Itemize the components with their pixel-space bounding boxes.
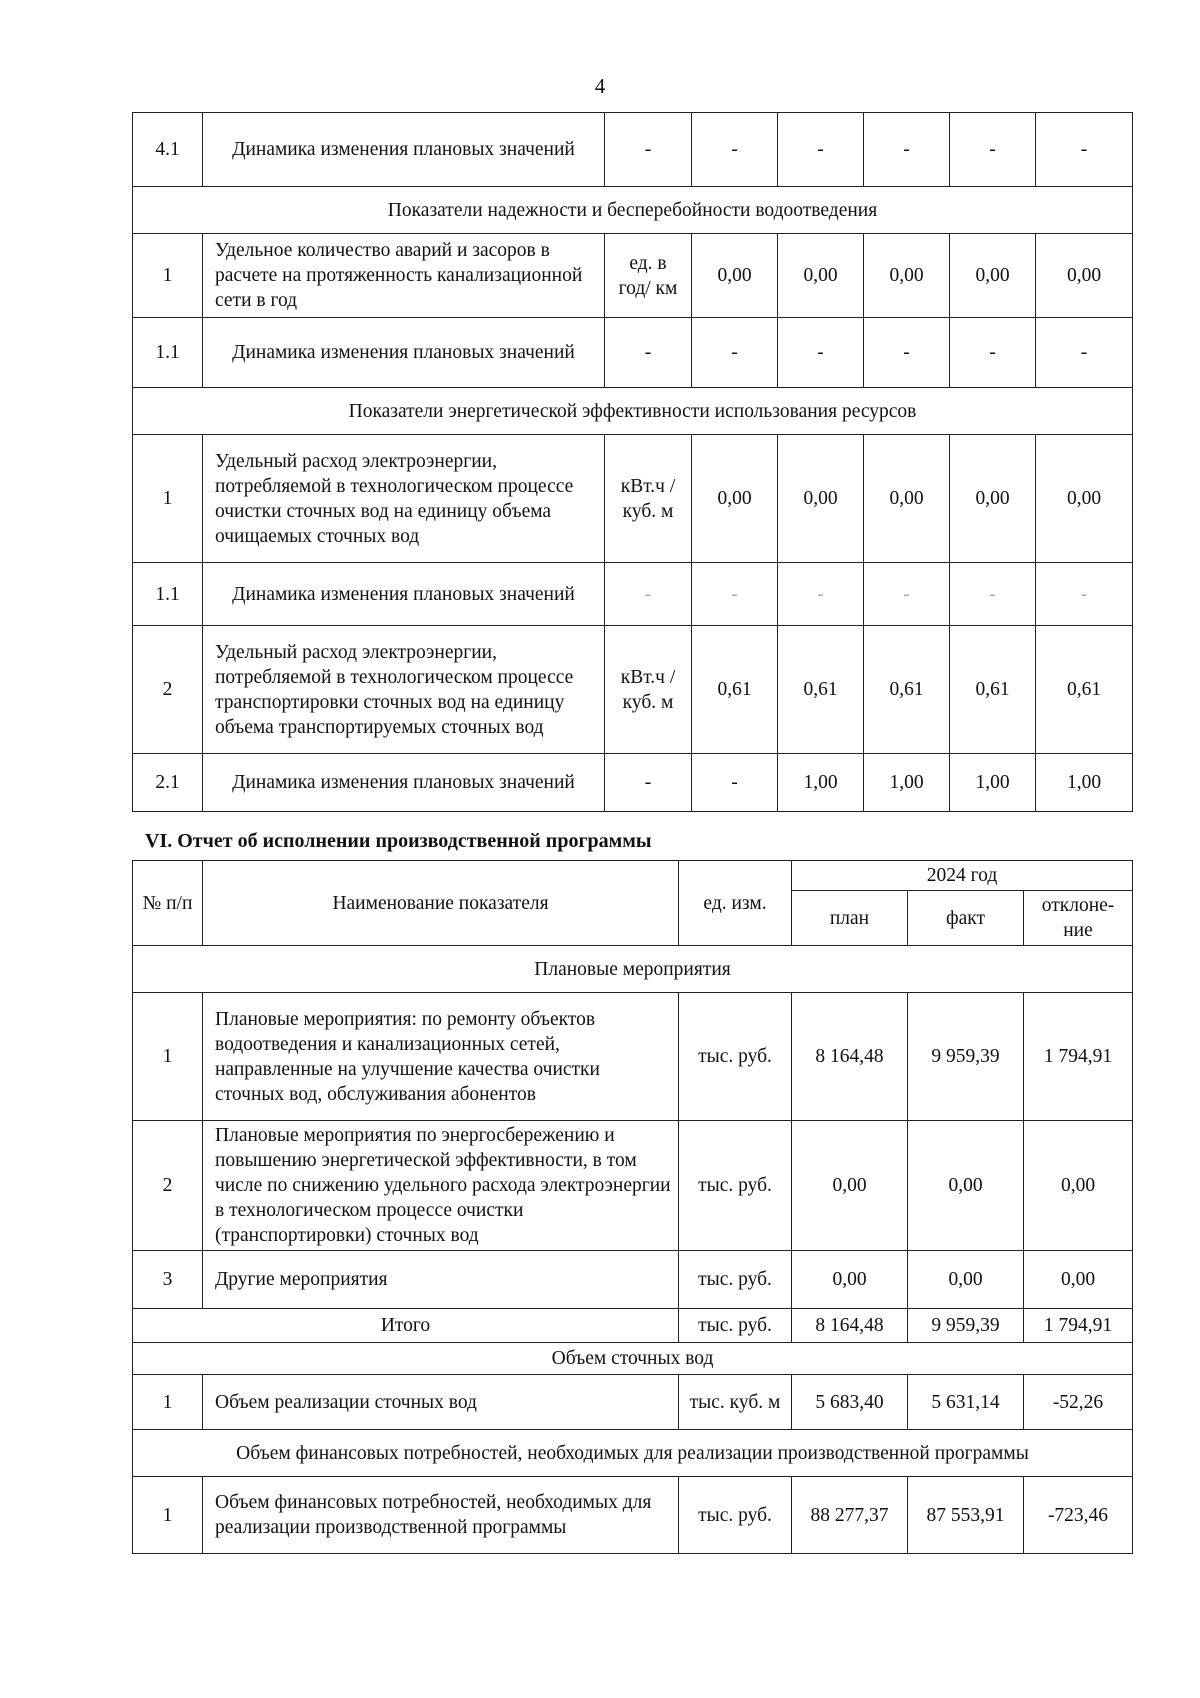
total-label: Итого bbox=[133, 1309, 679, 1343]
header-num: № п/п bbox=[133, 861, 203, 946]
section-row bbox=[133, 946, 1133, 993]
unit-cell: - bbox=[605, 318, 692, 388]
value-cell: - bbox=[778, 113, 864, 187]
value-cell: - bbox=[864, 113, 950, 187]
unit-cell: ед. в год/ км bbox=[605, 234, 692, 318]
unit-cell: тыс. куб. м bbox=[679, 1375, 792, 1430]
section-title: Показатели надежности и бесперебойности водоотведения bbox=[133, 187, 1133, 234]
table-row bbox=[133, 1309, 1133, 1343]
value-cell: 87 553,91 bbox=[908, 1477, 1024, 1554]
unit-cell: тыс. руб. bbox=[679, 1309, 792, 1343]
unit-cell: кВт.ч / куб. м bbox=[605, 435, 692, 563]
table-row bbox=[133, 1375, 1133, 1430]
header-year: 2024 год bbox=[792, 861, 1133, 891]
value-cell: 0,00 bbox=[864, 435, 950, 563]
header-unit: ед. изм. bbox=[679, 861, 792, 946]
value-cell: 5 683,40 bbox=[792, 1375, 908, 1430]
value-cell: -723,46 bbox=[1024, 1477, 1133, 1554]
value-cell: - bbox=[692, 563, 778, 626]
value-cell: - bbox=[692, 318, 778, 388]
table-row bbox=[133, 1251, 1133, 1309]
value-cell: 1,00 bbox=[950, 754, 1036, 812]
table-row bbox=[133, 1121, 1133, 1251]
table-row bbox=[133, 563, 1133, 626]
value-cell: 0,00 bbox=[908, 1251, 1024, 1309]
value-cell: - bbox=[864, 563, 950, 626]
section-title: Объем финансовых потребностей, необходимых для реализации производственной программы bbox=[133, 1430, 1133, 1477]
table-row bbox=[133, 435, 1133, 563]
table-row bbox=[133, 754, 1133, 812]
unit-cell: - bbox=[605, 113, 692, 187]
header-plan: план bbox=[792, 891, 908, 946]
indicator-name: Динамика изменения плановых значений bbox=[203, 113, 605, 187]
value-cell: 8 164,48 bbox=[792, 993, 908, 1121]
row-number: 1.1 bbox=[133, 318, 203, 388]
unit-cell: тыс. руб. bbox=[679, 1121, 792, 1251]
table-row bbox=[133, 113, 1133, 187]
value-cell: 0,00 bbox=[778, 435, 864, 563]
value-cell: 0,61 bbox=[864, 626, 950, 754]
value-cell: - bbox=[692, 754, 778, 812]
value-cell: 0,00 bbox=[908, 1121, 1024, 1251]
value-cell: - bbox=[778, 318, 864, 388]
indicator-name: Объем финансовых потребностей, необходимых для реализации производственной программы bbox=[203, 1477, 679, 1554]
value-cell: 8 164,48 bbox=[792, 1309, 908, 1343]
value-cell: - bbox=[950, 113, 1036, 187]
indicator-name: Плановые мероприятия: по ремонту объектов водоотведения и канализационных сетей, направленные на улучшение качества очистки сточных вод, обслуживания абонентов bbox=[203, 993, 679, 1121]
value-cell: - bbox=[1036, 563, 1133, 626]
unit-cell: тыс. руб. bbox=[679, 1251, 792, 1309]
indicator-name: Удельный расход электроэнергии, потребляемой в технологическом процессе транспортировки сточных вод на единицу объема транспортируемых сточных вод bbox=[203, 626, 605, 754]
value-cell: 0,00 bbox=[778, 234, 864, 318]
table-row bbox=[133, 626, 1133, 754]
indicator-name: Объем реализации сточных вод bbox=[203, 1375, 679, 1430]
value-cell: - bbox=[950, 318, 1036, 388]
header-name: Наименование показателя bbox=[203, 861, 679, 946]
row-number: 1.1 bbox=[133, 563, 203, 626]
value-cell: 0,61 bbox=[1036, 626, 1133, 754]
value-cell: 0,00 bbox=[1036, 234, 1133, 318]
indicator-name: Динамика изменения плановых значений bbox=[203, 318, 605, 388]
value-cell: 1,00 bbox=[778, 754, 864, 812]
unit-cell: тыс. руб. bbox=[679, 993, 792, 1121]
table-row bbox=[133, 318, 1133, 388]
row-number: 2.1 bbox=[133, 754, 203, 812]
value-cell: 1 794,91 bbox=[1024, 993, 1133, 1121]
indicators-table bbox=[132, 112, 1133, 812]
indicator-name: Удельный расход электроэнергии, потребляемой в технологическом процессе очистки сточных вод на единицу объема очищаемых сточных вод bbox=[203, 435, 605, 563]
row-number: 2 bbox=[133, 1121, 203, 1251]
row-number: 1 bbox=[133, 435, 203, 563]
value-cell: 0,00 bbox=[1024, 1121, 1133, 1251]
value-cell: - bbox=[1036, 318, 1133, 388]
value-cell: 5 631,14 bbox=[908, 1375, 1024, 1430]
value-cell: -52,26 bbox=[1024, 1375, 1133, 1430]
header-deviation: отклоне-ние bbox=[1024, 891, 1133, 946]
value-cell: 1,00 bbox=[1036, 754, 1133, 812]
table-row bbox=[133, 993, 1133, 1121]
indicator-name: Динамика изменения плановых значений bbox=[203, 563, 605, 626]
section-title: Показатели энергетической эффективности использования ресурсов bbox=[133, 388, 1133, 435]
indicator-name: Удельное количество аварий и засоров в расчете на протяженность канализационной сети в год bbox=[203, 234, 605, 318]
value-cell: 0,00 bbox=[864, 234, 950, 318]
indicator-name: Динамика изменения плановых значений bbox=[203, 754, 605, 812]
unit-cell: кВт.ч / куб. м bbox=[605, 626, 692, 754]
section-row bbox=[133, 187, 1133, 234]
section-row bbox=[133, 1430, 1133, 1477]
indicator-name: Другие мероприятия bbox=[203, 1251, 679, 1309]
row-number: 4.1 bbox=[133, 113, 203, 187]
value-cell: 9 959,39 bbox=[908, 1309, 1024, 1343]
value-cell: - bbox=[778, 563, 864, 626]
page-number: 4 bbox=[594, 74, 606, 98]
value-cell: 1,00 bbox=[864, 754, 950, 812]
value-cell: - bbox=[950, 563, 1036, 626]
value-cell: 0,61 bbox=[692, 626, 778, 754]
value-cell: - bbox=[1036, 113, 1133, 187]
section-title: Объем сточных вод bbox=[133, 1343, 1133, 1375]
value-cell: 0,61 bbox=[950, 626, 1036, 754]
value-cell: 0,00 bbox=[1036, 435, 1133, 563]
row-number: 1 bbox=[133, 1477, 203, 1554]
value-cell: 0,00 bbox=[950, 234, 1036, 318]
value-cell: 0,00 bbox=[692, 435, 778, 563]
value-cell: 0,61 bbox=[778, 626, 864, 754]
table-row bbox=[133, 234, 1133, 318]
indicator-name: Плановые мероприятия по энергосбережению и повышению энергетической эффективности, в том числе по снижению удельного расхода электроэнергии в технологическом процессе очистки (транспортировки) сточных вод bbox=[203, 1121, 679, 1251]
row-number: 1 bbox=[133, 993, 203, 1121]
table-row bbox=[133, 1477, 1133, 1554]
section-vi-title: VI. Отчет об исполнении производственной программы bbox=[145, 830, 652, 852]
row-number: 1 bbox=[133, 1375, 203, 1430]
value-cell: - bbox=[692, 113, 778, 187]
value-cell: - bbox=[864, 318, 950, 388]
value-cell: 0,00 bbox=[950, 435, 1036, 563]
unit-cell: - bbox=[605, 754, 692, 812]
section-row bbox=[133, 1343, 1133, 1375]
unit-cell: тыс. руб. bbox=[679, 1477, 792, 1554]
row-number: 1 bbox=[133, 234, 203, 318]
value-cell: 0,00 bbox=[792, 1251, 908, 1309]
value-cell: 1 794,91 bbox=[1024, 1309, 1133, 1343]
value-cell: 88 277,37 bbox=[792, 1477, 908, 1554]
unit-cell: - bbox=[605, 563, 692, 626]
program-report-table bbox=[132, 860, 1133, 1554]
section-title: Плановые мероприятия bbox=[133, 946, 1133, 993]
value-cell: 0,00 bbox=[692, 234, 778, 318]
row-number: 3 bbox=[133, 1251, 203, 1309]
value-cell: 0,00 bbox=[792, 1121, 908, 1251]
row-number: 2 bbox=[133, 626, 203, 754]
header-fact: факт bbox=[908, 891, 1024, 946]
value-cell: 0,00 bbox=[1024, 1251, 1133, 1309]
value-cell: 9 959,39 bbox=[908, 993, 1024, 1121]
section-row bbox=[133, 388, 1133, 435]
